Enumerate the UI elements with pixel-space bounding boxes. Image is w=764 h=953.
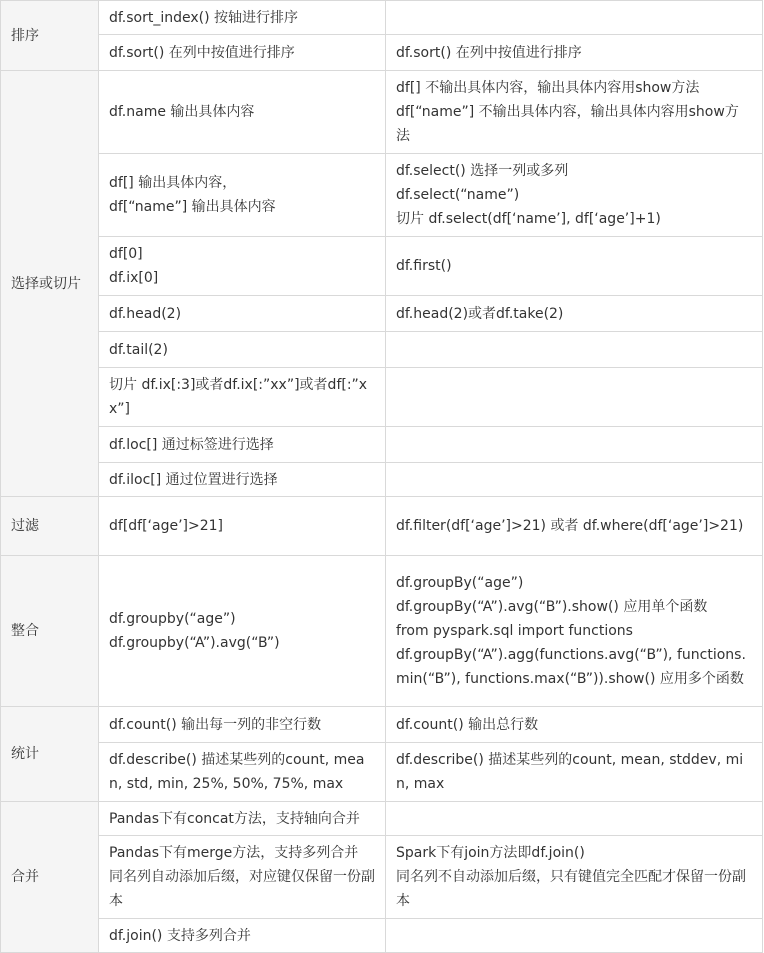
table-row: [1, 332, 763, 368]
table-row: [1, 463, 763, 497]
table-row: [1, 556, 763, 707]
table-row: [1, 427, 763, 463]
spark-cell: df.first(): [386, 237, 763, 296]
spark-cell: df.sort() 在列中按值进行排序: [386, 35, 763, 71]
spark-cell: [386, 368, 763, 427]
pandas-cell: 切片 df.ix[:3]或者df.ix[:”xx”]或者df[:”xx”]: [99, 368, 386, 427]
spark-cell: [386, 802, 763, 836]
spark-cell: [386, 919, 763, 953]
spark-cell: [386, 463, 763, 497]
table-row: [1, 71, 763, 154]
spark-cell: Spark下有join方法即df.join() 同名列不自动添加后缀，只有键值完全匹配才保留一份副本: [386, 836, 763, 919]
pandas-cell: df.describe() 描述某些列的count, mean, std, min, 25%, 50%, 75%, max: [99, 743, 386, 802]
table-row: [1, 707, 763, 743]
table-row: [1, 836, 763, 919]
pandas-cell: df[0] df.ix[0]: [99, 237, 386, 296]
pandas-cell: df.groupby(“age”) df.groupby(“A”).avg(“B”): [99, 556, 386, 707]
pandas-cell: df.iloc[] 通过位置进行选择: [99, 463, 386, 497]
table-row: [1, 237, 763, 296]
pandas-cell: df.tail(2): [99, 332, 386, 368]
spark-cell: df.count() 输出总行数: [386, 707, 763, 743]
pandas-cell: df.loc[] 通过标签进行选择: [99, 427, 386, 463]
pandas-cell: df.sort() 在列中按值进行排序: [99, 35, 386, 71]
spark-cell: [386, 332, 763, 368]
table-row: [1, 497, 763, 556]
spark-cell: df.groupBy(“age”) df.groupBy(“A”).avg(“B”).show() 应用单个函数 from pyspark.sql import functions df.groupBy(“A”).agg(functions.avg(“B”), functions.min(“B”), functions.max(“B”)).show() 应用多个函数: [386, 556, 763, 707]
spark-cell: df.head(2)或者df.take(2): [386, 296, 763, 332]
table-row: [1, 919, 763, 953]
pandas-cell: df.name 输出具体内容: [99, 71, 386, 154]
spark-cell: [386, 427, 763, 463]
pandas-cell: df.sort_index() 按轴进行排序: [99, 1, 386, 35]
pandas-cell: df.join() 支持多列合并: [99, 919, 386, 953]
pandas-cell: df[] 输出具体内容， df[“name”] 输出具体内容: [99, 154, 386, 237]
spark-cell: df.filter(df[‘age’]>21) 或者 df.where(df[‘age’]>21): [386, 497, 763, 556]
spark-cell: [386, 1, 763, 35]
category-cell: 统计: [1, 707, 99, 802]
pandas-cell: df[df[‘age’]>21]: [99, 497, 386, 556]
spark-cell: df.describe() 描述某些列的count, mean, stddev, min, max: [386, 743, 763, 802]
table-row: [1, 1, 763, 35]
table-body: [1, 1, 763, 953]
pandas-cell: df.count() 输出每一列的非空行数: [99, 707, 386, 743]
pandas-cell: df.head(2): [99, 296, 386, 332]
spark-cell: df[] 不输出具体内容，输出具体内容用show方法 df[“name”] 不输出具体内容，输出具体内容用show方法: [386, 71, 763, 154]
pandas-cell: Pandas下有merge方法，支持多列合并 同名列自动添加后缀，对应键仅保留一份副本: [99, 836, 386, 919]
table-row: [1, 296, 763, 332]
table-row: [1, 35, 763, 71]
category-cell: 整合: [1, 556, 99, 707]
category-cell: 过滤: [1, 497, 99, 556]
pandas-cell: Pandas下有concat方法，支持轴向合并: [99, 802, 386, 836]
category-cell: 排序: [1, 1, 99, 71]
category-cell: 合并: [1, 802, 99, 953]
table-row: [1, 802, 763, 836]
table-row: [1, 743, 763, 802]
table-row: [1, 368, 763, 427]
spark-cell: df.select() 选择一列或多列 df.select(“name”) 切片 df.select(df[‘name’], df[‘age’]+1): [386, 154, 763, 237]
table-row: [1, 154, 763, 237]
category-cell: 选择或切片: [1, 71, 99, 497]
